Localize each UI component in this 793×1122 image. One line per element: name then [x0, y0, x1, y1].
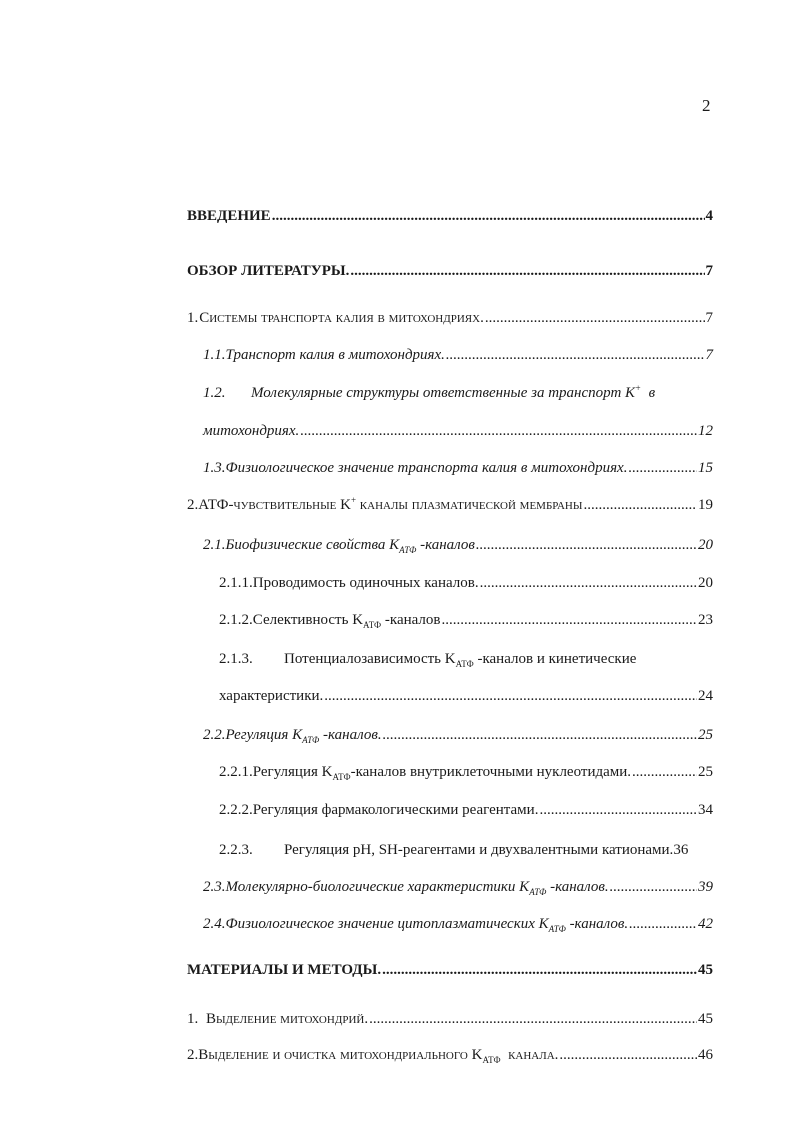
toc-number: 2.1.1.	[219, 575, 253, 591]
toc-page: 25	[698, 764, 713, 780]
toc-title: Регуляция pH, SH-реагентами и двухвалентными катионами.	[284, 842, 674, 858]
toc-entry-methods[interactable]	[187, 962, 713, 979]
toc-title-part: Селективность K	[252, 612, 364, 628]
toc-title-part: -каналов и кинетические	[477, 651, 637, 667]
subscript: АТФ	[548, 924, 566, 934]
toc-title: Транспорт калия в митохондриях.	[225, 347, 445, 363]
dot-leader	[583, 497, 697, 514]
subscript: АТФ	[529, 887, 547, 897]
toc-title-part: -каналов.	[550, 879, 609, 895]
toc-entry-1-1[interactable]	[203, 347, 713, 364]
toc-title: Проводимость одиночных каналов.	[252, 575, 479, 591]
subscript: АТФ	[399, 545, 417, 555]
toc-title	[253, 764, 631, 781]
dot-leader	[272, 208, 705, 225]
toc-number: 1.	[187, 310, 199, 326]
dot-leader	[369, 1011, 697, 1028]
dot-leader	[383, 727, 697, 744]
toc-number: 1.3.	[203, 460, 226, 476]
toc-entry-1-2-continued[interactable]	[203, 423, 713, 440]
toc-entry-2-3[interactable]	[203, 879, 713, 896]
toc-page: 25	[698, 727, 713, 743]
toc-entry-2-1-1[interactable]	[219, 575, 713, 592]
toc-title-part: -каналов	[384, 612, 441, 628]
dot-leader	[485, 310, 705, 327]
toc-title-part: Физиологическое значение цитоплазматических K	[225, 916, 549, 932]
toc-number: 1.1.	[203, 347, 226, 363]
toc-number: 2.1.2.	[219, 612, 253, 628]
subscript: АТФ	[332, 772, 351, 782]
toc-entry-2-2-2[interactable]	[219, 802, 713, 819]
toc-entry-1-3[interactable]	[203, 460, 713, 477]
toc-title-part: Биофизические свойства K	[225, 537, 400, 553]
toc-page: 7	[705, 310, 713, 326]
toc-page: 23	[698, 612, 713, 628]
toc-entry-2-2-3[interactable]	[219, 842, 713, 859]
toc-page: 39	[698, 879, 713, 895]
toc-number: 2.2.	[203, 727, 226, 743]
toc-title-part: -каналов.	[323, 727, 382, 743]
toc-entry-2-2[interactable]	[203, 727, 713, 744]
toc-page: 15	[698, 460, 713, 476]
toc-title: МАТЕРИАЛЫ И МЕТОДЫ.	[187, 962, 382, 978]
toc-title	[226, 727, 382, 744]
dot-leader	[476, 537, 697, 554]
dot-leader	[559, 1047, 697, 1064]
toc-page: 20	[698, 575, 713, 591]
toc-title: Физиологическое значение транспорта калия в митохондриях.	[225, 460, 628, 476]
toc-number: 2.	[187, 497, 199, 513]
toc-title-part: -каналов	[420, 537, 475, 553]
toc-page: 19	[698, 497, 713, 513]
toc-title-part: Молекулярно-биологические характеристики K	[225, 879, 530, 895]
toc-title-part: -каналов внутриклеточными нуклеотидами.	[350, 764, 632, 780]
toc-page: 20	[698, 537, 713, 553]
toc-title-part: Регуляция K	[252, 764, 333, 780]
toc-title-part: АТФ-чувствительные K	[198, 497, 351, 513]
toc-entry-m2[interactable]	[187, 1047, 713, 1064]
superscript: +	[635, 383, 642, 393]
toc-number: 2.	[187, 1047, 199, 1063]
toc-title	[226, 537, 475, 554]
toc-title-part: Выделение и очистка митохондриального K	[198, 1047, 483, 1063]
toc-title	[198, 1047, 558, 1064]
toc-entry-1-2[interactable]	[203, 385, 713, 402]
toc-page: 24	[698, 688, 713, 704]
toc-title-part: Потенциалозависимость K	[284, 651, 456, 667]
toc-title: ВВЕДЕНИЕ	[187, 208, 271, 224]
subscript: АТФ	[455, 659, 474, 669]
dot-leader	[632, 764, 697, 781]
toc-number: 2.2.1.	[219, 764, 253, 780]
toc-page: 42	[698, 916, 713, 932]
dot-leader	[628, 460, 697, 477]
dot-leader	[324, 688, 697, 705]
toc-number: 1.	[187, 1011, 199, 1027]
toc-number: 2.4.	[203, 916, 226, 932]
dot-leader	[610, 879, 697, 896]
toc-title: Регуляция фармакологическими реагентами.	[252, 802, 539, 818]
toc-page: 4	[705, 208, 713, 224]
toc-entry-2[interactable]	[187, 497, 713, 514]
dot-leader	[446, 347, 705, 364]
toc-number: 2.1.	[203, 537, 226, 553]
toc-title: митохондриях.	[203, 423, 300, 439]
toc-title	[226, 916, 629, 933]
toc-page: 45	[698, 1011, 713, 1027]
subscript: АТФ	[302, 735, 320, 745]
toc-title	[253, 612, 441, 629]
subscript: АТФ	[363, 620, 382, 630]
dot-leader	[480, 575, 697, 592]
toc-title	[198, 497, 582, 514]
toc-title-part: в	[648, 385, 656, 401]
toc-page: 7	[705, 347, 713, 363]
dot-leader	[382, 962, 697, 979]
toc-entry-2-1-3-continued[interactable]	[219, 688, 713, 705]
subscript: АТФ	[482, 1055, 501, 1065]
toc-title	[251, 385, 655, 402]
dot-leader	[442, 612, 697, 629]
toc-number: 2.2.2.	[219, 802, 253, 818]
toc-entry-m1[interactable]	[187, 1011, 713, 1028]
toc-number: 2.2.3.	[219, 842, 253, 858]
toc-page: 12	[698, 423, 713, 439]
toc-number: 2.1.3.	[219, 651, 253, 667]
toc-entry-2-4[interactable]	[203, 916, 713, 933]
toc-title: Выделение митохондрий.	[205, 1011, 369, 1027]
toc-title: характеристики.	[219, 688, 324, 704]
toc-page: 7	[705, 263, 713, 279]
dot-leader	[350, 263, 704, 280]
toc-page: 36	[673, 842, 689, 858]
toc-title-part: каналы плазматической мембраны	[359, 497, 583, 513]
dot-leader	[300, 423, 697, 440]
toc-entry-review[interactable]	[187, 263, 713, 280]
toc-entry-intro[interactable]	[187, 208, 713, 225]
toc-title-part: канала.	[508, 1047, 559, 1063]
toc-number: 2.3.	[203, 879, 226, 895]
superscript: +	[350, 495, 357, 505]
toc-title	[226, 879, 609, 896]
dot-leader	[629, 916, 697, 933]
toc-entry-2-1-2[interactable]	[219, 612, 713, 629]
toc-title	[284, 651, 636, 668]
toc-number: 1.2.	[203, 385, 226, 401]
toc-entry-2-1-3[interactable]	[219, 651, 713, 668]
toc-title-part: Молекулярные структуры ответственные за транспорт K	[251, 385, 636, 401]
toc-title: ОБЗОР ЛИТЕРАТУРЫ.	[187, 263, 350, 279]
toc-page: 34	[698, 802, 713, 818]
toc-entry-1[interactable]	[187, 310, 713, 327]
toc-page: 45	[698, 962, 713, 978]
toc-title-part: -каналов.	[569, 916, 629, 932]
page-number: 2	[702, 96, 711, 115]
toc-entry-2-2-1[interactable]	[219, 764, 713, 781]
dot-leader	[539, 802, 697, 819]
toc-page: 46	[698, 1047, 713, 1063]
toc-title: Системы транспорта калия в митохондриях.	[199, 310, 484, 326]
toc-title-part: Регуляция K	[225, 727, 303, 743]
toc-entry-2-1[interactable]	[203, 537, 713, 554]
